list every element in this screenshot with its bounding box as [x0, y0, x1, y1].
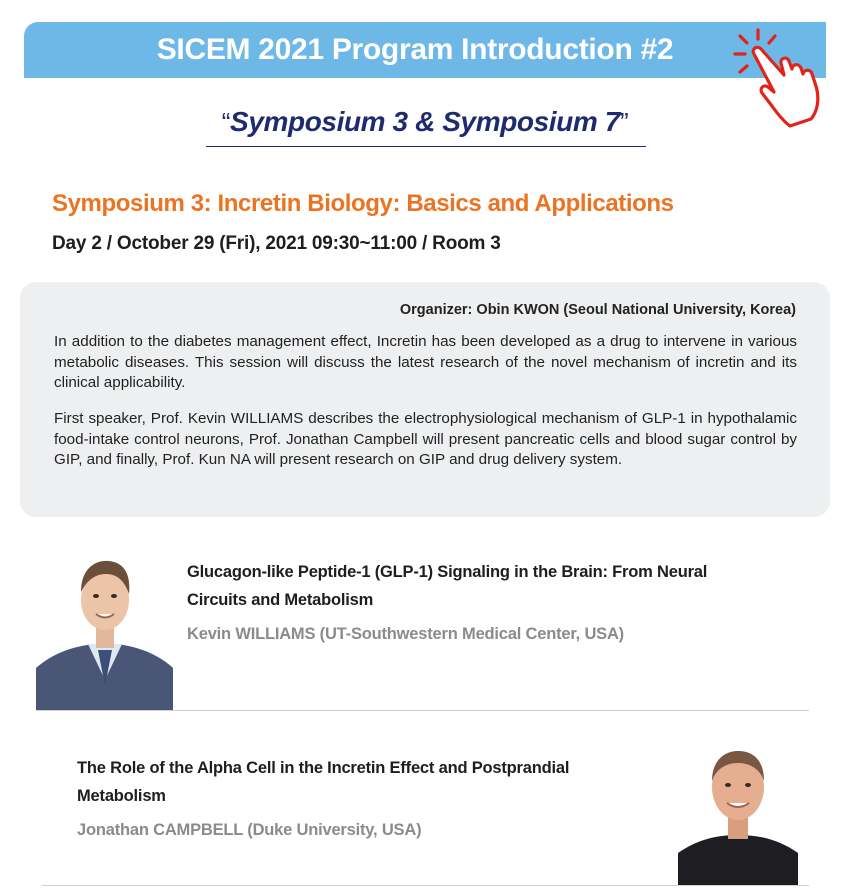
- talk-2-speaker: Jonathan CAMPBELL (Duke University, USA): [77, 821, 422, 839]
- talk-1-speaker: Kevin WILLIAMS (UT-Southwestern Medical Center, USA): [187, 625, 624, 643]
- speaker-photo-kevin-williams: [36, 540, 173, 710]
- subtitle: [222, 106, 628, 138]
- subtitle-text: Symposium 3 & Symposium 7: [230, 106, 620, 137]
- divider-1: [36, 710, 809, 711]
- banner-title: SICEM 2021 Program Introduction #2: [156, 33, 674, 66]
- description-paragraph-2: First speaker, Prof. Kevin WILLIAMS describes the electrophysiological mechanism of GLP-1 in hypothalamic food-intake control neurons, Prof. Jonathan Campbell will present pancreatic cells and blood sugar control by GIP, and finally, Prof. Kun NA will present research on GIP and drug delivery system.: [54, 410, 797, 468]
- talk-1-title: Glucagon-like Peptide-1 (GLP-1) Signaling in the Brain: From Neural Circuits and Metabolism: [187, 563, 708, 609]
- subtitle-close-quote: ”: [619, 107, 629, 137]
- subtitle-open-quote: “: [221, 107, 231, 137]
- talk-2-title: The Role of the Alpha Cell in the Incretin Effect and Postprandial Metabolism: [77, 759, 570, 805]
- subtitle-underline: [206, 146, 646, 147]
- info-box: [20, 282, 830, 517]
- divider-2: [42, 885, 809, 886]
- pointing-hand-click-icon: [726, 22, 836, 132]
- symposium-date: Day 2 / October 29 (Fri), 2021 09:30~11:00 / Room 3: [52, 233, 501, 254]
- subtitle-block: [200, 106, 650, 138]
- symposium-title: Symposium 3: Incretin Biology: Basics and Applications: [52, 190, 674, 217]
- organizer-line: Organizer: Obin KWON (Seoul National University, Korea): [399, 302, 796, 318]
- speaker-photo-jonathan-campbell: [678, 735, 798, 885]
- program-banner: [24, 22, 826, 78]
- description-paragraph-1: In addition to the diabetes management effect, Incretin has been developed as a drug to intervene in various metabolic diseases. This session will discuss the latest research of the novel mechanism of incretin and its clinical applicability.: [54, 333, 797, 391]
